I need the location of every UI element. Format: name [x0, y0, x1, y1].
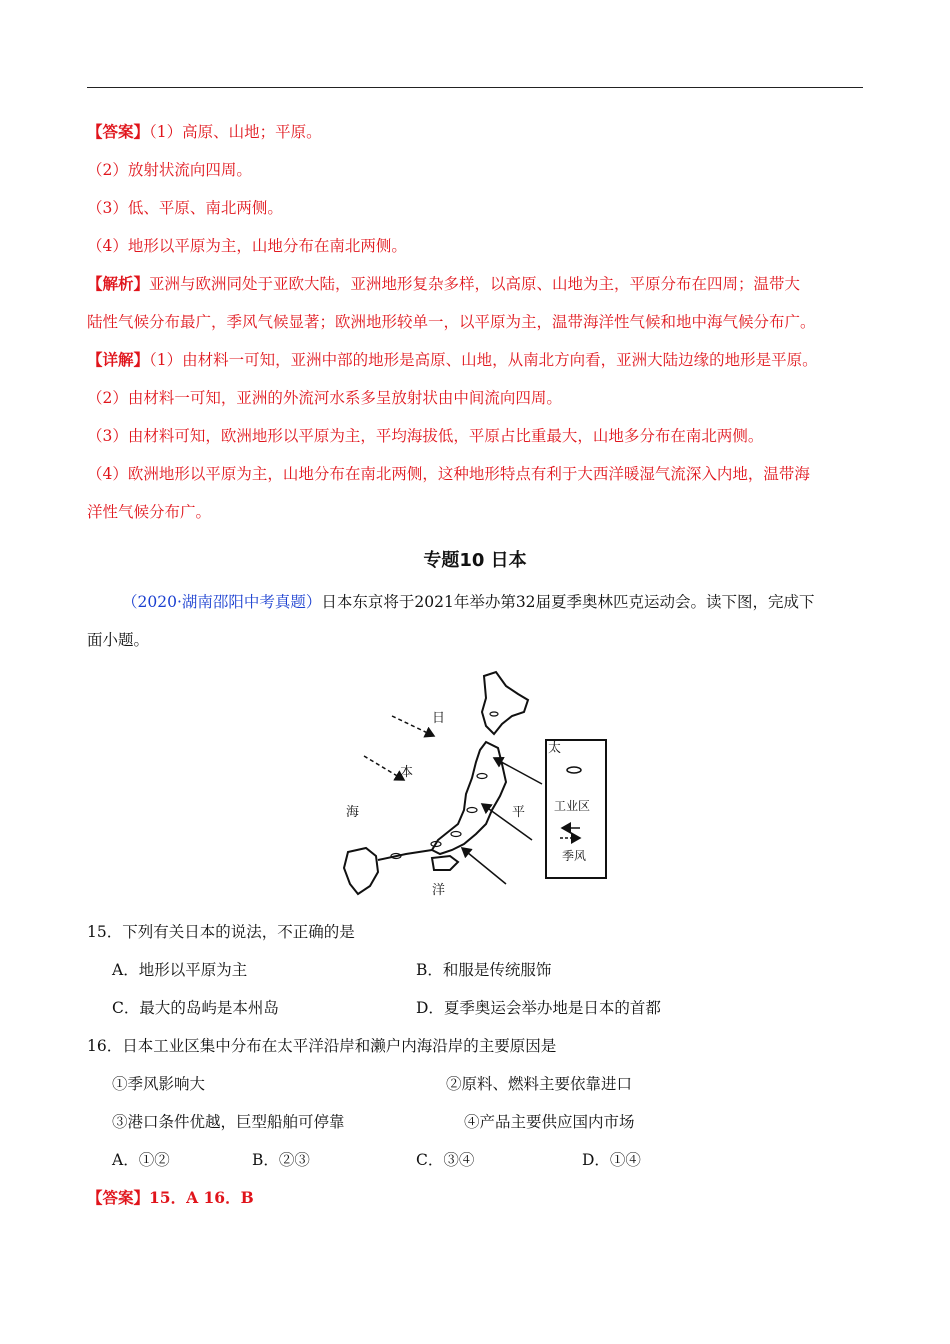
- answer-label: 【答案】: [87, 122, 150, 141]
- detail-line-1: 【详解】（1）由材料一可知，亚洲中部的地形是高原、山地，从南北方向看，亚洲大陆边缘的地形是平原。: [87, 350, 818, 369]
- q16-statement-1: ①季风影响大: [112, 1075, 206, 1093]
- intro-line-1: （2020·湖南邵阳中考真题）日本东京将于2021年举办第32届夏季奥林匹克运动会。读下图，完成下: [122, 593, 815, 611]
- intro-line-2: 面小题。: [87, 631, 150, 649]
- legend-industrial: 工业区: [554, 799, 591, 813]
- q16-stem: 16．日本工业区集中分布在太平洋沿岸和濑户内海沿岸的主要原因是: [87, 1037, 557, 1055]
- pacific-char-3: 洋: [432, 883, 446, 898]
- final-answer-label: 【答案】: [87, 1188, 150, 1207]
- detail-line-2: （2）由材料一可知，亚洲的外流河水系多呈放射状由中间流向四周。: [87, 389, 562, 407]
- sea-japan-char-1: 日: [432, 711, 446, 726]
- q16-option-a[interactable]: A．①②: [112, 1151, 170, 1169]
- detail-line-4: （4）欧洲地形以平原为主，山地分布在南北两侧，这种地形特点有利于大西洋暖湿气流深入内地，温带海: [87, 465, 810, 483]
- q15-option-d[interactable]: D．夏季奥运会举办地是日本的首都: [416, 999, 661, 1017]
- q16-option-b[interactable]: B．②③: [252, 1151, 310, 1169]
- legend-monsoon: 季风: [562, 849, 587, 863]
- q15-option-b[interactable]: B．和服是传统服饰: [416, 961, 552, 979]
- final-answer-line: [87, 1188, 254, 1208]
- q16-statement-2: ②原料、燃料主要依靠进口: [446, 1075, 633, 1093]
- shikoku-island: [432, 856, 458, 870]
- question-source: （2020·湖南邵阳中考真题）: [122, 593, 322, 611]
- section-title: 专题10 日本: [423, 550, 527, 571]
- answer-line-2: （2）放射状流向四周。: [87, 161, 252, 179]
- sea-japan-char-3: 海: [346, 805, 360, 820]
- answer-line-4: （4）地形以平原为主，山地分布在南北两侧。: [87, 237, 407, 255]
- sea-japan-char-2: 本: [400, 765, 414, 780]
- q15-option-c[interactable]: C．最大的岛屿是本州岛: [112, 999, 279, 1017]
- analysis-label: 【解析】: [87, 274, 150, 293]
- detail-label: 【详解】: [87, 350, 150, 369]
- q16-statement-3: ③港口条件优越，巨型船舶可停靠: [112, 1113, 345, 1131]
- hokkaido-island: [482, 672, 528, 734]
- analysis-line-2: 陆性气候分布最广，季风气候显著；欧洲地形较单一，以平原为主，温带海洋性气候和地中海气候分布广。: [87, 313, 816, 331]
- answer-line-1: 【答案】（1）高原、山地；平原。: [87, 122, 322, 141]
- answer-line-3: （3）低、平原、南北两侧。: [87, 199, 283, 217]
- detail-line-5: 洋性气候分布广。: [87, 503, 212, 521]
- pacific-char-1: 太: [548, 741, 562, 756]
- detail-line-3: （3）由材料可知，欧洲地形以平原为主，平均海拔低，平原占比重最大，山地多分布在南北两侧。: [87, 427, 764, 445]
- japan-map: [336, 664, 616, 902]
- kyushu-island: [344, 848, 378, 894]
- q16-statement-4: ④产品主要供应国内市场: [464, 1113, 635, 1131]
- final-answer-text: 15．A 16．B: [149, 1188, 254, 1207]
- pacific-char-2: 平: [512, 805, 526, 820]
- analysis-line-1: 【解析】亚洲与欧洲同处于亚欧大陆，亚洲地形复杂多样，以高原、山地为主，平原分布在四周；温带大: [87, 274, 801, 293]
- q16-option-c[interactable]: C．③④: [416, 1151, 475, 1169]
- q15-stem: 15．下列有关日本的说法，不正确的是: [87, 923, 355, 941]
- q16-option-d[interactable]: D．①④: [582, 1151, 641, 1169]
- header-rule: [87, 87, 863, 88]
- q15-option-a[interactable]: A．地形以平原为主: [112, 961, 248, 979]
